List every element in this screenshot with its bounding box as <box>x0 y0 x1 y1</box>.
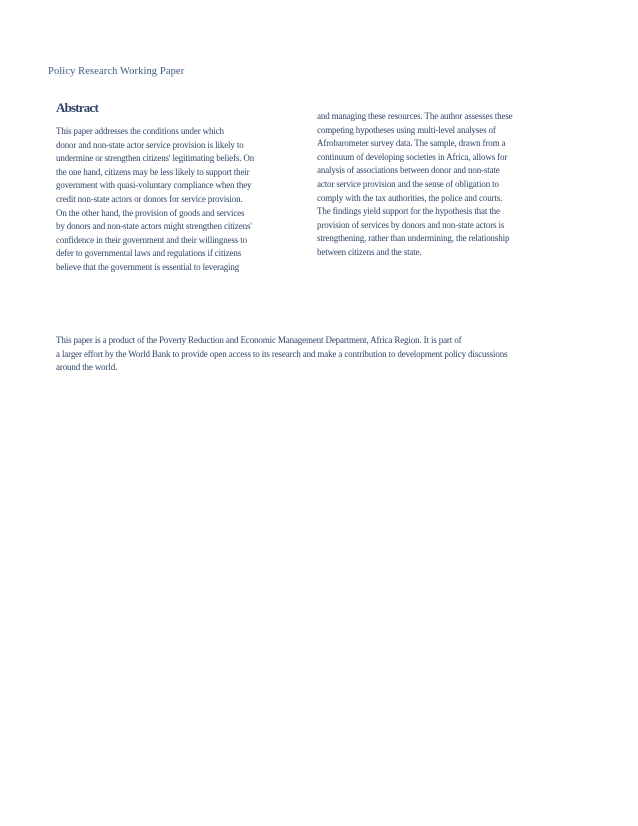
abstract-line: believe that the government is essential to leveraging <box>56 261 240 272</box>
abstract-line: donor and non-state actor service provision is likely to <box>56 139 244 150</box>
abstract-line: actor service provision and the sense of obligation to <box>317 178 499 189</box>
abstract-line: Afrobarometer survey data. The sample, drawn from a <box>317 138 506 149</box>
abstract-line: by donors and non-state actors might strengthen citizens' <box>56 221 252 232</box>
abstract-heading: Abstract <box>56 100 98 115</box>
abstract-line: confidence in their government and their willingness to <box>56 234 247 245</box>
footnote-line: This paper is a product of the Poverty Reduction and Economic Management Department, Africa Region. It is part of <box>56 335 462 345</box>
abstract-line: credit non-state actors or donors for service provision. <box>56 193 243 204</box>
abstract-line: the one hand, citizens may be less likely to support their <box>56 166 250 177</box>
abstract-line: provision of services by donors and non-state actors is <box>317 219 505 230</box>
abstract-line: This paper addresses the conditions under which <box>56 126 224 136</box>
abstract-line: analysis of associations between donor and non-state <box>317 165 500 176</box>
series-label: Policy Research Working Paper <box>48 66 185 77</box>
abstract-line: competing hypotheses using multi-level analyses of <box>317 124 496 135</box>
abstract-left-column <box>56 125 286 275</box>
abstract-line: continuum of developing societies in Africa, allows for <box>317 151 508 162</box>
footnote-line: around the world. <box>56 362 118 373</box>
abstract-line: and managing these resources. The author assesses these <box>317 111 513 121</box>
abstract-line: government with quasi-voluntary compliance when they <box>56 180 252 191</box>
abstract-line: undermine or strengthen citizens' legitimating beliefs. On <box>56 153 255 164</box>
abstract-line: strengthening, rather than undermining, the relationship <box>317 233 510 244</box>
abstract-line: comply with the tax authorities, the police and courts. <box>317 192 503 203</box>
abstract-line: On the other hand, the provision of goods and services <box>56 207 245 218</box>
paper-footnote <box>56 334 586 375</box>
abstract-right-column <box>317 110 557 260</box>
footnote-line: a larger effort by the World Bank to provide open access to its research and make a contribution to development policy discussions <box>56 348 508 359</box>
abstract-line: The findings yield support for the hypothesis that the <box>317 206 500 217</box>
abstract-line: between citizens and the state. <box>317 246 422 257</box>
abstract-line: defer to governmental laws and regulations if citizens <box>56 248 242 259</box>
